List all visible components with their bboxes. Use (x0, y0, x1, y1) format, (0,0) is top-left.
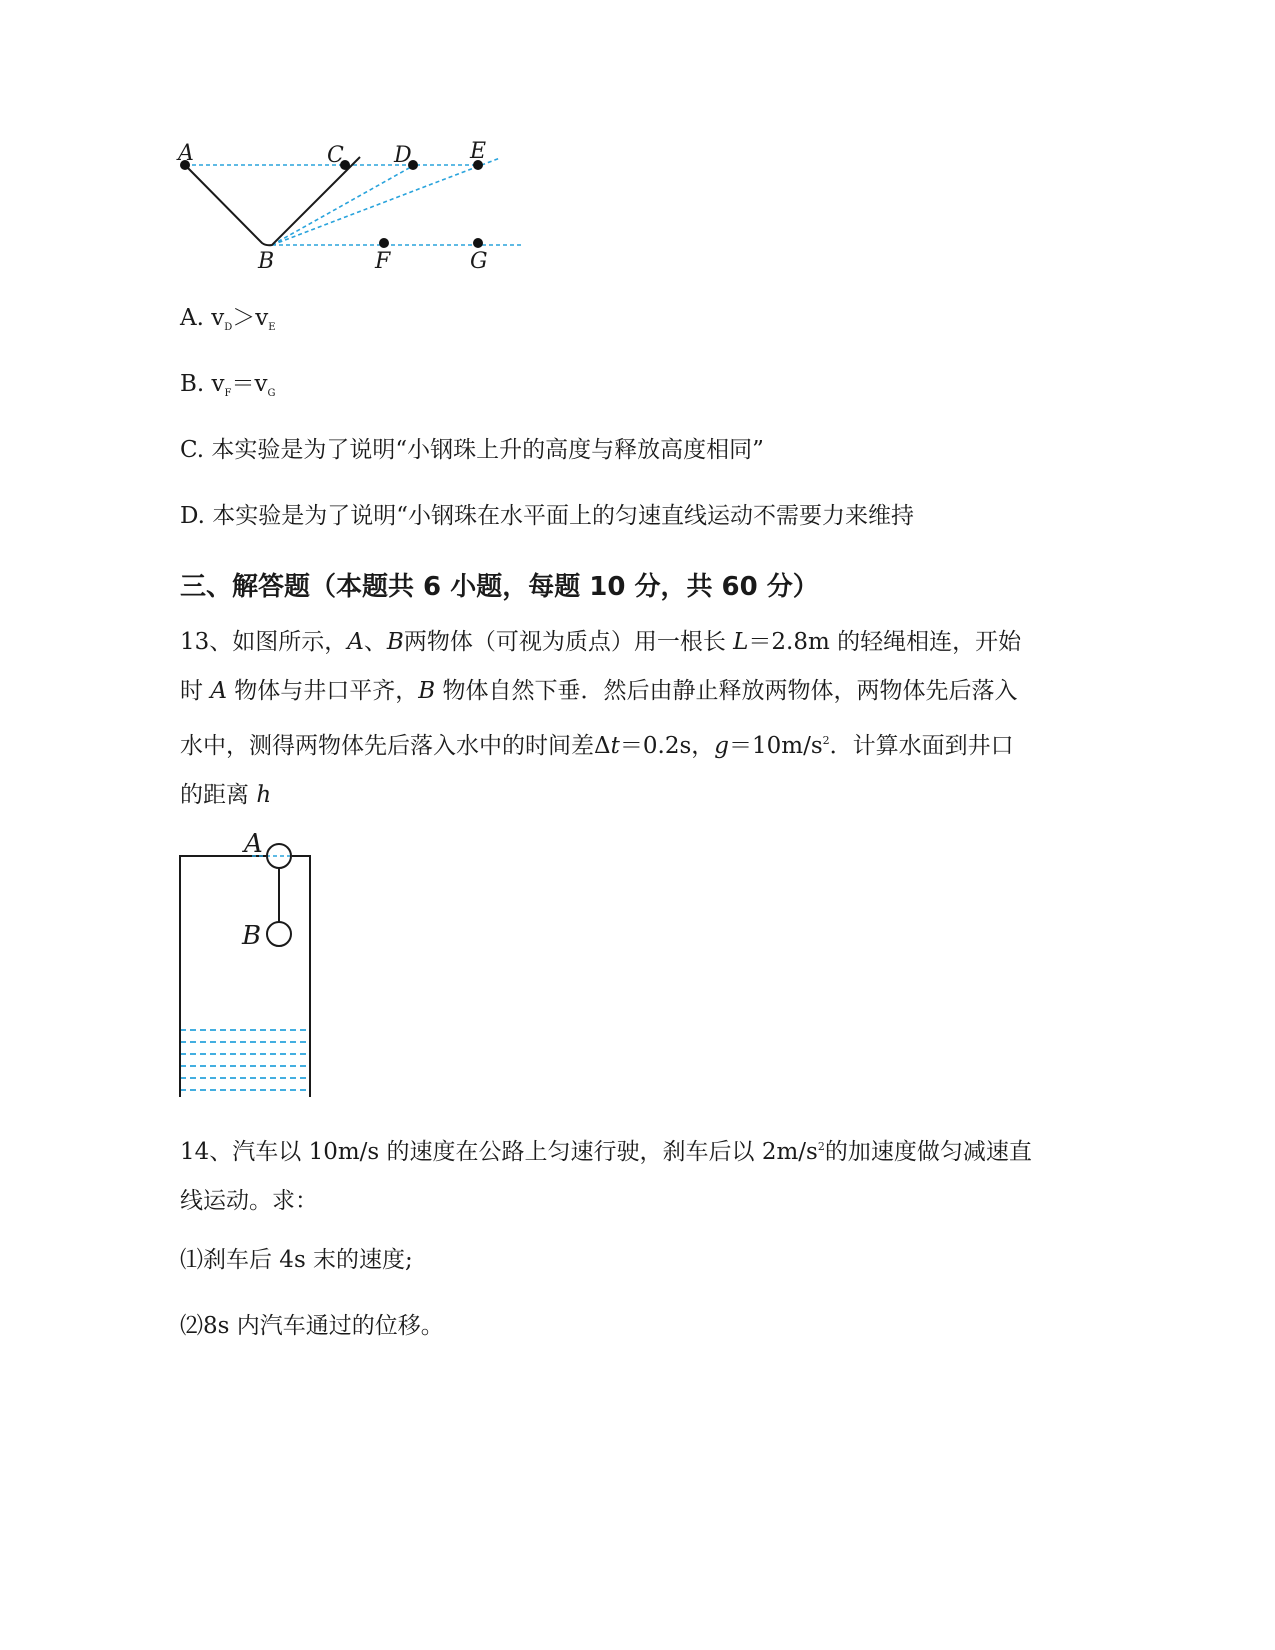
q14-line-2: 线运动。求： (180, 1188, 318, 1214)
label-C: C (327, 143, 344, 168)
projection-lines (185, 158, 522, 245)
q13-superscript: 2 (822, 734, 830, 747)
q13-text: 物体与井口平齐， (226, 678, 419, 704)
label-well-A: A (244, 829, 263, 859)
q13-text: 水中，测得两物体先后落入水中的时间差Δ (180, 733, 611, 759)
q14-superscript: 2 (817, 1140, 825, 1153)
question-13 (180, 618, 1060, 820)
object-b (267, 922, 291, 946)
q13-text: 两物体（可视为质点）用一根长 (403, 629, 734, 655)
option-a-mid: ＞v (232, 305, 269, 331)
label-G: G (470, 249, 488, 274)
track (185, 157, 360, 245)
q13-text: 的距离 (180, 782, 257, 808)
q14-text: 14、汽车以 10m/s 的速度在公路上匀速行驶，刹车后以 2m/s (180, 1139, 818, 1165)
q13-var-l: L (733, 629, 749, 655)
q13-var-g: g (714, 733, 729, 759)
option-a-sub-d: D (224, 322, 233, 333)
q14-part-2: ⑵8s 内汽车通过的位移。 (180, 1313, 444, 1339)
option-d: D. 本实验是为了说明“小钢珠在水平面上的匀速直线运动不需要力来维持 (180, 503, 915, 529)
q13-text: 、 (363, 629, 387, 655)
q13-var-a: A (347, 629, 364, 655)
option-a-sub-e: E (268, 322, 276, 333)
points (180, 160, 483, 248)
q13-text: ＝0.2s， (619, 733, 715, 759)
option-b-mid: ＝v (231, 371, 268, 397)
q13-text: 时 (180, 678, 211, 704)
label-E: E (470, 139, 487, 164)
option-b-prefix: B. v (180, 371, 225, 397)
q13-var-b: B (386, 629, 404, 655)
q13-var-t: t (610, 733, 620, 759)
q13-text: ＝10m/s (729, 733, 823, 759)
v-track-path (185, 157, 360, 245)
option-a (180, 303, 276, 343)
label-D: D (394, 143, 412, 168)
q13-line-4 (180, 771, 1060, 820)
q13-text: 13、如图所示， (180, 629, 348, 655)
track-figure (170, 135, 540, 280)
option-b (180, 369, 275, 409)
option-c: C. 本实验是为了说明“小钢珠上升的高度与释放高度相同” (180, 437, 764, 463)
question-14 (180, 1122, 1060, 1226)
be-dashed-line (272, 158, 500, 245)
q13-var-a: A (210, 678, 227, 704)
q13-var-h: h (256, 782, 272, 808)
q13-line-3 (180, 716, 1060, 771)
section-heading: 三、解答题（本题共 6 小题，每题 10 分，共 60 分） (180, 572, 819, 602)
q13-line-2 (180, 667, 1060, 716)
well-walls (180, 856, 310, 1097)
q13-text: ＝2.8m 的轻绳相连，开始 (748, 629, 1022, 655)
well-figure (170, 825, 330, 1105)
q13-text: ．计算水面到井口 (829, 733, 1014, 759)
label-A: A (178, 141, 194, 166)
option-b-sub-f: F (224, 388, 232, 399)
point-G (473, 238, 483, 248)
q14-line-1 (180, 1122, 1060, 1177)
bd-dashed-line (272, 163, 418, 245)
point-F (379, 238, 389, 248)
q13-var-b: B (418, 678, 436, 704)
q14-part-1: ⑴刹车后 4s 末的速度; (180, 1247, 413, 1273)
option-b-sub-g: G (267, 388, 276, 399)
q13-line-1 (180, 618, 1060, 667)
option-a-prefix: A. v (180, 305, 225, 331)
label-well-B: B (242, 921, 262, 951)
water-lines (180, 1030, 310, 1090)
label-B: B (258, 249, 275, 274)
q13-text: 物体自然下垂．然后由静止释放两物体，两物体先后落入 (435, 678, 1018, 704)
label-F: F (375, 249, 391, 274)
q14-text: 的加速度做匀减速直 (824, 1139, 1032, 1165)
